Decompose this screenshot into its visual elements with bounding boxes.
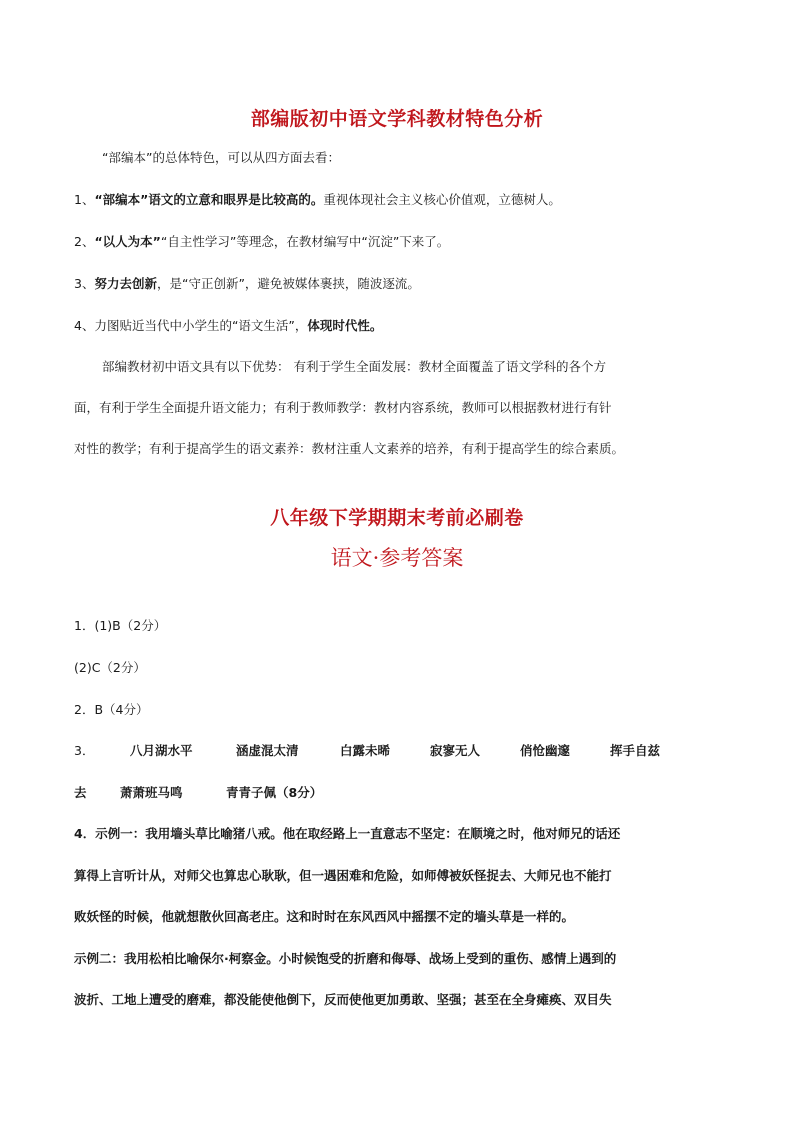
answer-4-line-2: 算得上言听计从，对师父也算忠心耿耿，但一遇困难和危险，如师傅被妖怪捉去、大师兄也不能打 [74, 868, 612, 883]
answer-3-item: 去 [74, 785, 87, 800]
point-3-num: 3、 [74, 276, 95, 291]
point-3-rest: ，是“守正创新”，避免被媒体裹挟，随波逐流。 [156, 276, 420, 291]
intro-text: “部编本”的总体特色，可以从四方面去看： [102, 150, 340, 165]
advantages-line-3: 对性的教学；有利于提高学生的语文素养：教材注重人文素养的培养，有利于提高学生的综合素质。 [74, 441, 625, 456]
answer-3-line-1 [74, 742, 694, 760]
point-4-num: 4、 [74, 318, 95, 333]
answer-1-2: (2)C（2分） [74, 660, 146, 675]
point-3 [74, 275, 694, 293]
answer-3-item: 萧萧班马鸣 [120, 785, 183, 800]
point-1-num: 1、 [74, 192, 95, 207]
point-2-bold: “以人为本” [94, 234, 161, 249]
answer-3-item: 挥手自兹 [610, 743, 661, 758]
exam-subtitle: 语文·参考答案 [330, 546, 464, 570]
point-3-bold: 努力去创新 [94, 276, 157, 291]
answer-2: 2．B（4分） [74, 702, 149, 717]
answer-1-1: 1．(1)B（2分） [74, 618, 167, 633]
point-2-num: 2、 [74, 234, 95, 249]
point-1-bold: “部编本”语文的立意和眼界是比较高的。 [94, 192, 324, 207]
answer-3-line-2 [74, 784, 694, 802]
answer-3-item: 涵虚混太清 [236, 743, 299, 758]
answer-3-item: 青青子佩（8分） [226, 785, 323, 800]
point-4 [74, 317, 694, 335]
exam-title: 八年级下学期期末考前必刷卷 [270, 507, 524, 529]
analysis-title: 部编版初中语文学科教材特色分析 [250, 108, 544, 130]
answer-3-item: 寂寥无人 [430, 743, 481, 758]
point-2-rest: “自主性学习”等理念，在教材编写中“沉淀”下来了。 [160, 234, 450, 249]
point-2 [74, 233, 694, 251]
answer-3-num: 3． [74, 743, 95, 758]
answer-3-item: 俏怆幽邃 [520, 743, 571, 758]
point-4-bold: 体现时代性。 [307, 318, 383, 333]
answer-4-line-4: 示例二：我用松柏比喻保尔·柯察金。小时候饱受的折磨和侮辱、战场上受到的重伤、感情上遇到的 [74, 951, 617, 966]
answer-3-item: 白露未晞 [340, 743, 391, 758]
answer-4-line-3: 败妖怪的时候，他就想散伙回高老庄。这和时时在东风西风中摇摆不定的墙头草是一样的。 [74, 909, 575, 924]
advantages-line-2: 面，有利于学生全面提升语文能力；有利于教师教学：教材内容系统，教师可以根据教材进行有针 [74, 400, 612, 415]
answer-4-line-1: 4．示例一：我用墙头草比喻猪八戒。他在取经路上一直意志不坚定：在顺境之时，他对师兄的话还 [74, 826, 621, 841]
advantages-line-1: 部编教材初中语文具有以下优势： 有利于学生全面发展：教材全面覆盖了语文学科的各个方 [102, 359, 606, 374]
point-1 [74, 191, 694, 209]
answer-4-line-5: 波折、工地上遭受的磨难，都没能使他倒下，反而使他更加勇敢、坚强；甚至在全身瘫痪、双目失 [74, 992, 612, 1007]
answer-3-item: 八月湖水平 [130, 743, 193, 758]
point-1-rest: 重视体现社会主义核心价值观，立德树人。 [323, 192, 561, 207]
point-4-pre: 力图贴近当代中小学生的“语文生活”， [94, 318, 308, 333]
